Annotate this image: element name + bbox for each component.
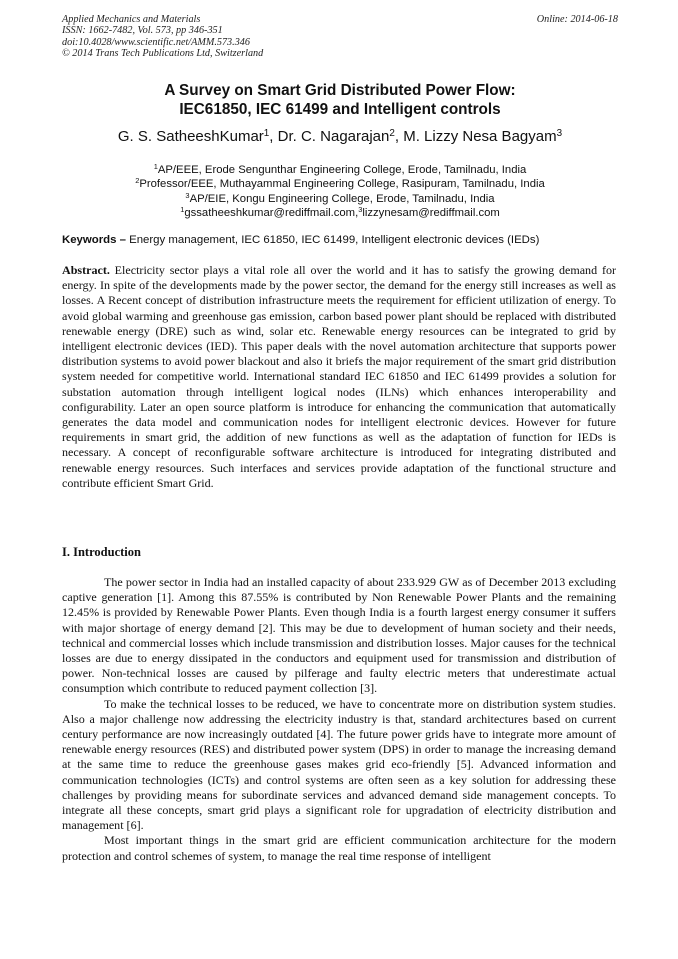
paper-title (62, 81, 618, 119)
email-address: lizzynesam@rediffmail.com (362, 207, 500, 220)
author-name: Dr. C. Nagarajan (277, 128, 390, 145)
author-name: M. Lizzy Nesa Bagyam (403, 128, 557, 145)
body-paragraph: The power sector in India had an installed capacity of about 233.929 GW as of December 2013 excluding captive generation [1]. Among this 87.55% is contributed by Non Renewable Power Plants and the remaining 12.45% is provided by Renewable Power Plants. Even though India is a fourth largest energy consumer it suffers with major shortage of energy demand [2]. This may be due to development of human society and their needs, technical and commercial losses which include transmission and distribution losses. Major causes for the technical losses are due to energy dissipated in the conductors and equipment used for transmission and distribution of power. Non-technical losses are caused by pilferage and faulty electric meters that underestimate actual consumption which contribute to reduced payment collection [3]. (62, 575, 616, 696)
affiliation-text: AP/EEE, Erode Sengunthar Engineering College, Erode, Tamilnadu, India (157, 164, 527, 176)
email-line (62, 206, 618, 220)
author-name: G. S. SatheeshKumar (117, 128, 264, 145)
affiliation-marker: 1 (153, 161, 158, 171)
affiliation-marker: 3 (185, 190, 190, 200)
section-heading: I. Introduction (62, 545, 141, 559)
journal-name: Applied Mechanics and Materials (62, 14, 201, 25)
keywords-text: Energy management, IEC 61850, IEC 61499, Intelligent electronic devices (IEDs) (125, 234, 540, 246)
author-separator: , (394, 128, 404, 145)
keywords-label: Keywords – (62, 234, 126, 246)
title-line-2: IEC61850, IEC 61499 and Intelligent controls (179, 101, 501, 118)
body-paragraph: Most important things in the smart grid are efficient communication architecture for the modern protection and control schemes of system, to manage the real time response of intelligent (62, 833, 616, 863)
affiliations (62, 163, 618, 221)
keywords (62, 233, 618, 247)
abstract-label: Abstract. (62, 263, 110, 277)
author-affil-marker: 3 (556, 127, 563, 139)
introduction-body (62, 575, 616, 864)
copyright-line: © 2014 Trans Tech Publications Ltd, Switzerland (62, 48, 264, 60)
author-separator: , (269, 128, 278, 145)
body-paragraph: To make the technical losses to be reduced, we have to concentrate more on distribution system studies. Also a major challenge now addressing the electricity industry is that, standard architectures based on current century performance are now increasingly outdated [4]. The future power grids have to integrate more amount of renewable energy resources (RES) and distributed power system (DPS) in order to manage the increasing demand at the same time to reduce the greenhouse gases makes grid eco-friendly [5]. Advanced information and communication technologies (ICTs) and control systems are often seen as a key solution for addressing these challenges by providing means for subordinate services and advanced demand side management concepts. To integrate all these concepts, smart grid plays a significant role for upgradation of electricity distribution and management [6]. (62, 696, 616, 833)
affiliation-line (62, 163, 618, 177)
email-address: gssatheeshkumar@rediffmail.com, (184, 207, 359, 220)
abstract (62, 263, 616, 491)
email-marker: 3 (358, 205, 363, 215)
online-date: Online: 2014-06-18 (536, 14, 618, 25)
author-affil-marker: 1 (263, 127, 270, 139)
affiliation-line (62, 192, 618, 206)
affiliation-text: AP/EIE, Kongu Engineering College, Erode, Tamilnadu, India (189, 192, 495, 205)
issn-line: ISSN: 1662-7482, Vol. 573, pp 346-351 (62, 25, 223, 37)
journal-header (62, 14, 618, 60)
doi-line: doi:10.4028/www.scientific.net/AMM.573.346 (62, 36, 250, 48)
title-line-1: A Survey on Smart Grid Distributed Power Flow: (164, 82, 516, 99)
author-affil-marker: 2 (389, 127, 395, 139)
email-marker: 1 (180, 205, 185, 215)
abstract-text: Electricity sector plays a vital role all over the world and it has to satisfy the growing demand for energy. In spite of the developments made by the power sector, the demand for the energy still increases as well as losses. A Recent concept of distribution infrastructure meets the requirement for efficient utilization of energy. To avoid global warming and greenhouse gas emission, carbon based power plant should be replaced with distributed renewable energy (DRE) such as wind, solar etc. Renewable energy resources can be integrated to grid by intelligent electronic devices (IED). This paper deals with the novel automation architecture that supports power distribution systems to avoid power blackout and also it briefs the major requirement of the smart grid distribution system needed for competitive world. International standard IEC 61850 and IEC 61499 provides a solution for substation automation through intelligent logical nodes (ILNs) which enhances interoperability and configurability. Later an open source platform is introduce for enhancing the communication that automatically generates the data model and communication nodes for intelligent electronic devices. However for future requirements in smart grid, the addition of new functions as well as the adaptation of function for IEDs is necessary. A concept of reconfigurable software architecture is introduced for integrating distributed and renewable energy resources. Such interfaces and services provide adaptation of the functional structure and contribute efficient Smart Grid. (62, 263, 616, 490)
affiliation-text: Professor/EEE, Muthayammal Engineering College, Rasipuram, Tamilnadu, India (139, 178, 545, 191)
affiliation-line (62, 177, 618, 191)
affiliation-marker: 2 (135, 176, 140, 186)
author-list (62, 127, 618, 147)
